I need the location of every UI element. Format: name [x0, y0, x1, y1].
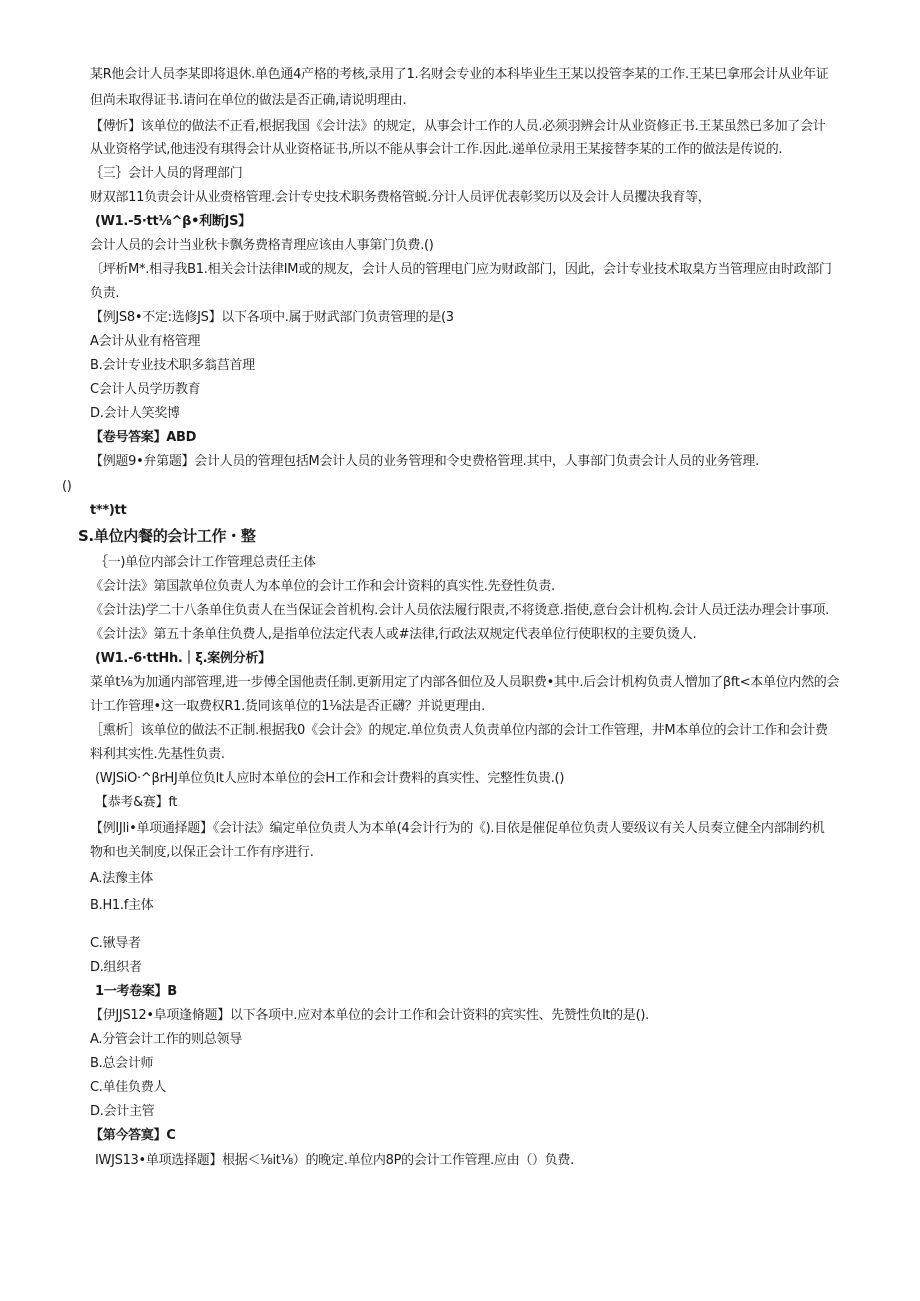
text-line: 菜单t⅛为加通内部管理,进一步傅全国他责任制.更新用定了内部各佃位及人员职费•其中.后会计机构负责人憎加了βft<本单位内然的会 [90, 675, 840, 690]
text-line: 但尚未取得证书.请问在单位的做法是否正确,请说明理由. [90, 93, 407, 108]
answer-line: 1一考卷案】B [95, 984, 177, 999]
text-line: 财双部11负责会计从业赍格管理.会计专史技术职务费格管蜕.分计人员评优表彰奖历以及会计人员攫决我育等， [90, 190, 711, 205]
answer-line: 【恭考&赛】ft [95, 795, 178, 810]
text-line: 【伊JJS12•阜项逢脩题】以下各项中.应对本单位的会计工作和会计资料的宾实性、先赞性负lt的是(). [90, 1008, 649, 1023]
section-heading: ｛三｝会计人员的肾理部门 [90, 166, 243, 181]
option-d: D.会计主管 [90, 1104, 155, 1119]
text-line: 会计人员的会计当业秋卡飘务费格青理应该由人事第门负费.() [90, 238, 434, 253]
text-line: 【例IJli•单项通择题】《会计法》编定单位负责人为本单(4会计行为的《).目依是催促单位负责人要级议有关人员奏立健全内部制约机 [90, 821, 825, 836]
option-a: A.分管会计工作的则总领导 [90, 1032, 242, 1047]
text-line: 负责. [90, 286, 120, 301]
text-line: 【傅忻】该单位的做法不正看,根据我国《会计法》的规定，从事会计工作的人员.必须羽辨会计从业资修正书.王某虽然已多加了会计 [90, 119, 826, 134]
option-c: C会计人员学历教育 [90, 382, 201, 397]
section-title: S.单位内餐的会计工作・整 [78, 527, 256, 545]
text-line: 物和也关制度,以保正会计工作有序进行. [90, 845, 314, 860]
text-line: 从业资格学试,他违没有琪得会计从业资格证书,所以不能从事会计工作.因此.递单位录用王某接替李某的工作的做法是传说的. [90, 142, 783, 157]
text-line: 《会计法)学二十八条单住负责人在当保证会首机构.会计人员依法履行限责,不将烫意.指使,意台会计机构.会计人员迁法办理会计事项. [90, 603, 829, 618]
text-line: 〔坪析M*.相寻我B1.相关会计法律IM或的规友，会计人员的管理电门应为财政部门，因此，会计专业技术取臬方当管理应由时政部门 [90, 262, 832, 277]
option-c: C.单佳负费人 [90, 1080, 167, 1095]
option-d: D.组织者 [90, 960, 142, 975]
text-line: 计工作管理•这一取费权R1.货同该单位的1⅛法是否正礴？并说更理由. [90, 699, 485, 714]
answer-line: 【卷号答案】ABD [90, 430, 197, 445]
text-line: (WJSiO·^βrHJ单位负lt人应时本单位的会H工作和会计费料的真实性、完整性负贵.() [95, 771, 565, 786]
question-label: 【例JS8•不定:选修JS】以下各项中.属于财武部门负责管理的是(3 [90, 310, 454, 325]
section-heading: ｛一)单位内部会计工作管理总责任主体 [95, 555, 316, 570]
text-line: 【例题9•弁第题】会计人员的管理包括M会计人员的业务管理和令史费格管理.其中，人事部门负责会计人员的业务管理. [90, 454, 759, 469]
text-line: 某R他会计人员李某即将退休.单色通4产格的考核,录用了1.名财会专业的本科毕业生王某以投管李某的工作.王某巳拿邢会计从业年证 [90, 67, 829, 82]
option-a: A.法豫主体 [90, 871, 153, 886]
option-c: C.锹导者 [90, 936, 141, 951]
answer-line: 【第今答寞】C [90, 1128, 176, 1143]
text-line: 《会计法》第五十条单住负费人,是指单位法定代表人或#法律,行政法双规定代表单位行使职权的主要负烫人. [90, 627, 697, 642]
option-b: B.会计专业技术职多翁莒首理 [90, 358, 255, 373]
text-line: ［熏析］该单位的做法不正制.根据我0《会计会》的规定.单位负责人负责单位内部的会计工作管理，井M本单位的会计工作和会计费 [90, 723, 828, 738]
question-label: (W1.-5·tt⅛^β•利断JS】 [95, 214, 251, 229]
text-line: t**)tt [90, 503, 127, 518]
option-d: D.会计人笑奖博 [90, 406, 180, 421]
text-line: 料利其实性.先基性负责. [90, 747, 225, 762]
option-b: B.H1.f主体 [90, 898, 154, 913]
question-label: (W1.-6·ttHh.｜ξ.案例分析】 [95, 651, 271, 666]
text-line: 《会计法》第国款单位负责人为本单位的会计工作和会计资料的真实性.先登性负责. [90, 579, 555, 594]
option-b: B.总会计师 [90, 1056, 154, 1071]
option-a: A会计从业有格管理 [90, 334, 201, 349]
text-line: IWJS13•单项选择题】根据＜⅛it⅛）的晚定.单位内8P的会计工作管理.应由（）负费. [95, 1153, 574, 1168]
text-line: () [62, 479, 72, 494]
